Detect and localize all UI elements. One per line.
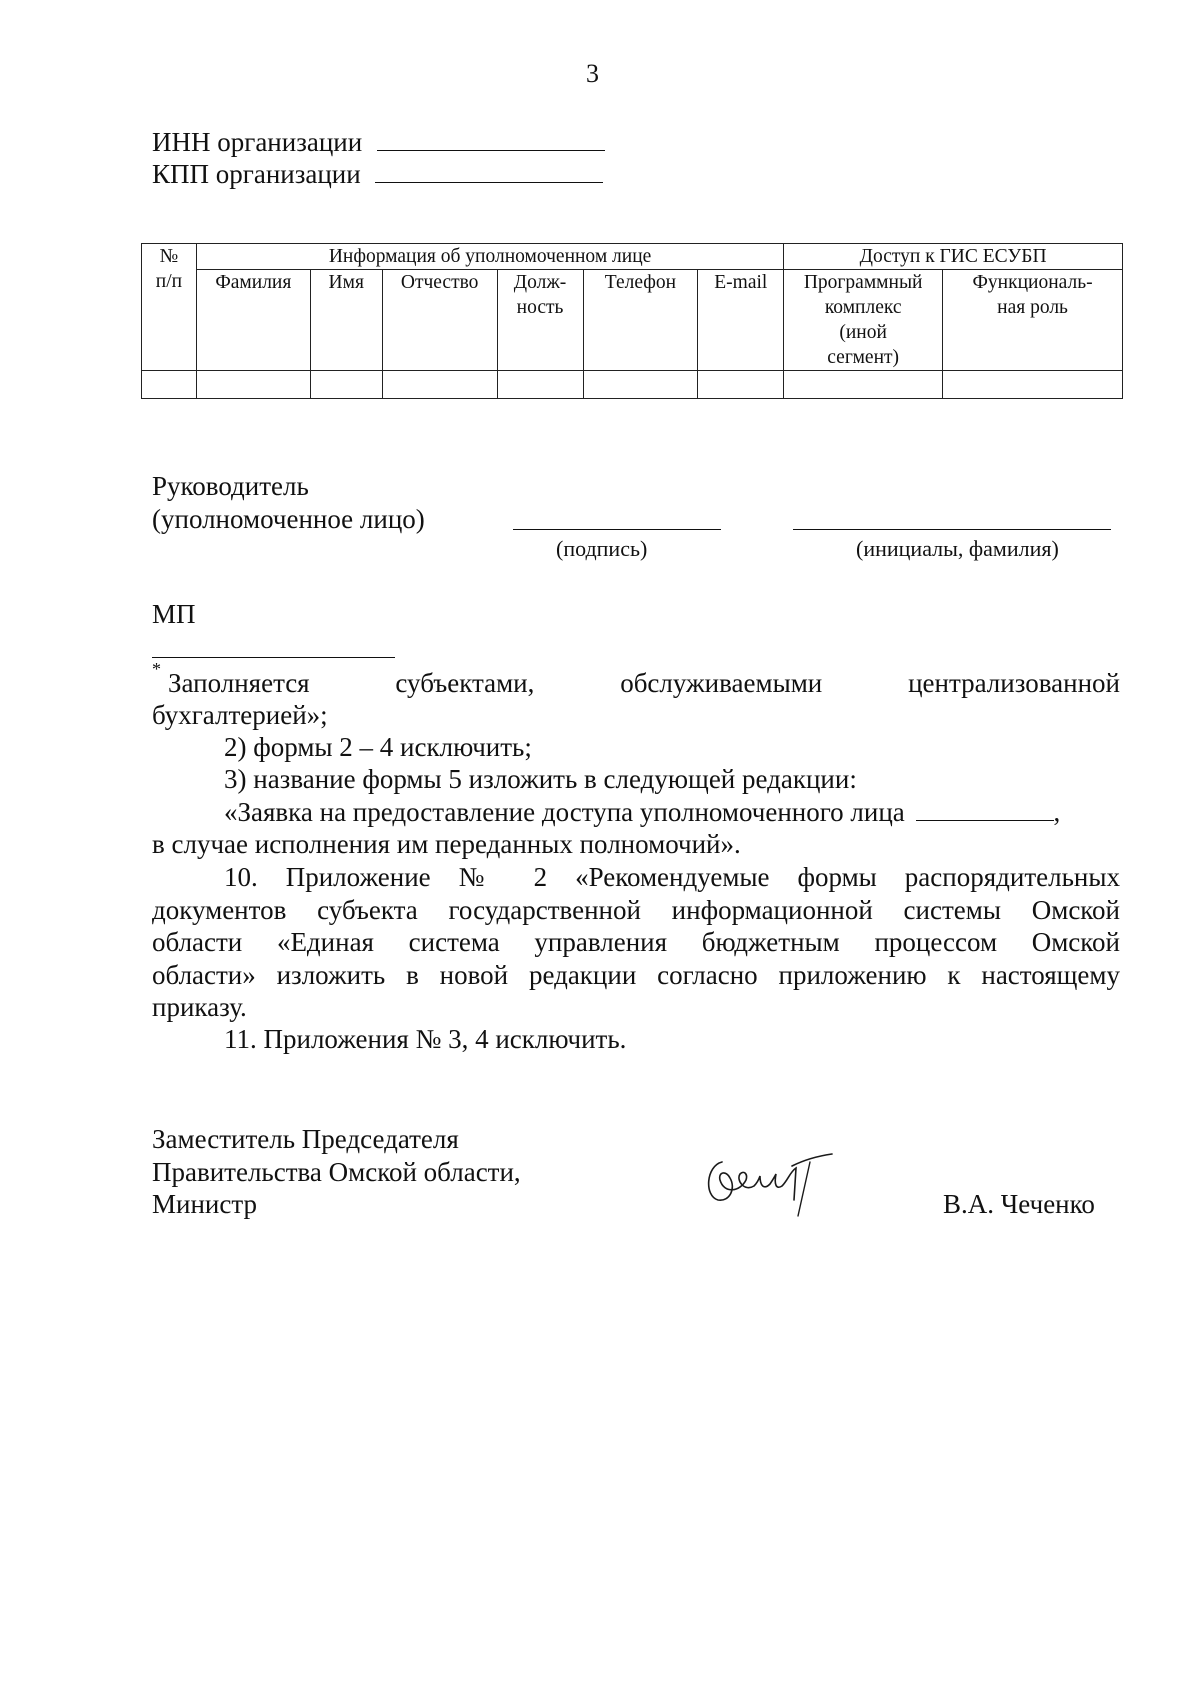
col-complex-l3: (иной	[839, 322, 887, 343]
head-title: Руководитель	[152, 471, 309, 501]
quote-line2: в случае исполнения им переданных полномочий».	[152, 829, 741, 859]
group-person-header: Информация об уполномоченном лице	[196, 244, 783, 270]
col-complex-l1: Программный	[803, 272, 923, 293]
footnote-separator	[152, 657, 395, 658]
table-cell	[497, 371, 583, 399]
initials-line	[793, 529, 1111, 530]
footnote-line1	[168, 667, 1120, 699]
table-row	[142, 371, 1123, 399]
table-cell	[698, 371, 784, 399]
kpp-label: КПП организации	[152, 159, 361, 189]
inn-label: ИНН организации	[152, 127, 363, 157]
table-cell	[943, 371, 1123, 399]
col-position-l2: ность	[516, 297, 564, 318]
stamp-placeholder: МП	[152, 599, 196, 629]
kpp-field	[152, 158, 603, 190]
item-2: 2) формы 2 – 4 исключить;	[224, 732, 532, 762]
col-role-l1: Функциональ-	[972, 272, 1093, 293]
p10-line2: документов субъекта государственной информационной системы Омской	[152, 895, 1120, 925]
signatory-title-1: Заместитель Председателя	[152, 1124, 459, 1154]
col-number-bottom: п/п	[155, 271, 183, 292]
signatory-name: В.А. Чеченко	[943, 1189, 1095, 1219]
table-cell	[142, 371, 197, 399]
p11: 11. Приложения № 3, 4 исключить.	[224, 1024, 627, 1054]
quote-underline	[916, 819, 1054, 821]
table-cell	[784, 371, 943, 399]
col-surname: Фамилия	[196, 270, 310, 371]
inn-field	[152, 126, 605, 158]
p10-line4: области» изложить в новой редакции согласно приложению к настоящему	[152, 960, 1120, 990]
table-cell	[310, 371, 382, 399]
head-subtitle: (уполномоченное лицо)	[152, 504, 425, 534]
col-number-top: №	[159, 246, 179, 267]
handwritten-signature-icon	[700, 1140, 860, 1220]
p10-line5: приказу.	[152, 992, 247, 1022]
col-position	[497, 270, 583, 371]
footnote-word: субъектами,	[395, 668, 535, 698]
table-cell	[583, 371, 698, 399]
signature-line	[513, 529, 721, 530]
signature-caption: (подпись)	[556, 536, 648, 561]
col-software-complex	[784, 270, 943, 371]
signatory-title-2: Правительства Омской области,	[152, 1157, 521, 1187]
initials-caption: (инициалы, фамилия)	[856, 536, 1059, 561]
kpp-underline	[375, 181, 603, 183]
table-cell	[196, 371, 310, 399]
item-3: 3) название формы 5 изложить в следующей редакции:	[224, 764, 857, 794]
table-cell	[382, 371, 497, 399]
quote-line1	[224, 796, 1060, 828]
footnote-word: Заполняется	[168, 668, 310, 698]
authorized-person-table	[141, 243, 1123, 399]
footnote-mark: *	[152, 659, 161, 679]
p10-line1: 10. Приложение № 2 «Рекомендуемые формы распорядительных	[224, 862, 1120, 892]
col-email: E-mail	[698, 270, 784, 371]
col-number-header	[142, 244, 197, 371]
quote-text: «Заявка на предоставление доступа уполномоченного лица	[224, 797, 905, 827]
col-complex-l2: комплекс	[824, 297, 902, 318]
col-position-l1: Долж-	[513, 272, 567, 293]
col-name: Имя	[310, 270, 382, 371]
quote-comma: ,	[1053, 797, 1061, 827]
col-functional-role	[943, 270, 1123, 371]
page-number: 3	[586, 59, 599, 88]
col-patronymic: Отчество	[382, 270, 497, 371]
col-complex-l4: сегмент)	[827, 347, 900, 368]
col-phone: Телефон	[583, 270, 698, 371]
footnote-word: централизованной	[908, 668, 1120, 698]
p10-line3: области «Единая система управления бюджетным процессом Омской	[152, 927, 1120, 957]
signatory-title-3: Министр	[152, 1189, 257, 1219]
footnote-word: обслуживаемыми	[620, 668, 823, 698]
group-access-header: Доступ к ГИС ЕСУБП	[784, 244, 1123, 270]
col-role-l2: ная роль	[997, 297, 1068, 318]
footnote-line2: бухгалтерией»;	[152, 700, 328, 730]
inn-underline	[377, 149, 605, 151]
